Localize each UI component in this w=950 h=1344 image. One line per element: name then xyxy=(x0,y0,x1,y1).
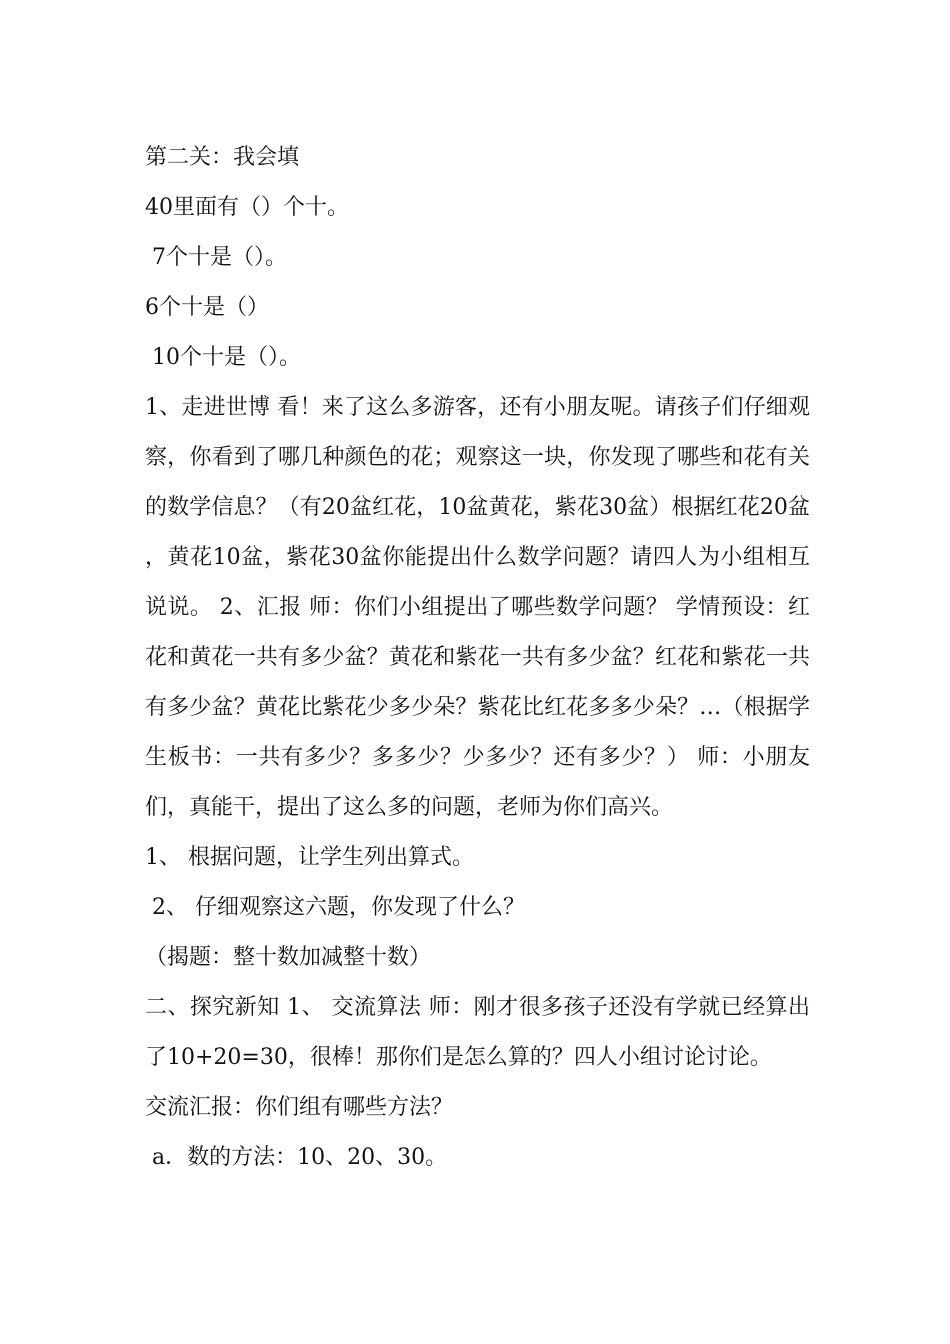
fill-in-question-4: 10个十是（）。 xyxy=(145,345,301,370)
exchange-report-line: 交流汇报：你们组有哪些方法？ xyxy=(145,1095,454,1120)
fill-in-question-1: 40里面有（）个十。 xyxy=(145,195,349,220)
lesson-topic: （揭题：整十数加减整十数） xyxy=(145,945,432,970)
fill-in-question-3: 6个十是（） xyxy=(145,295,269,320)
fill-in-question-2: 7个十是（）。 xyxy=(145,245,287,270)
section-heading: 第二关：我会填 xyxy=(145,145,300,170)
document-body xyxy=(145,133,810,1183)
counting-method-line: a．数的方法：10、20、30。 xyxy=(145,1145,448,1170)
lesson-step-2: 2、 仔细观察这六题，你发现了什么？ xyxy=(145,895,525,920)
lesson-paragraph-1: 1、走进世博 看！来了这么多游客，还有小朋友呢。请孩子们仔细观察，你看到了哪几种颜色的花；观察这一块，你发现了哪些和花有关的数学信息？（有20盆红花，10盆黄花，紫花30盆）根据红花20盆，黄花10盆，紫花30盆你能提出什么数学问题？请四人为小组相互说说。 2、汇报 师：你们小组提出了哪些数学问题？ 学情预设：红花和黄花一共有多少盆？黄花和紫花一共有多少盆？红花和紫花一共有多少盆？黄花比紫花少多少朵？紫花比红花多多少朵？…（根据学生板书：一共有多少？多多少？少多少？还有多少？） 师：小朋友们，真能干，提出了这么多的问题，老师为你们高兴。 xyxy=(145,395,810,820)
lesson-paragraph-2: 二、探究新知 1、 交流算法 师：刚才很多孩子还没有学就已经算出了10+20=30，很棒！那你们是怎么算的？四人小组讨论讨论。 xyxy=(145,995,810,1070)
lesson-step-1: 1、 根据问题，让学生列出算式。 xyxy=(145,845,474,870)
